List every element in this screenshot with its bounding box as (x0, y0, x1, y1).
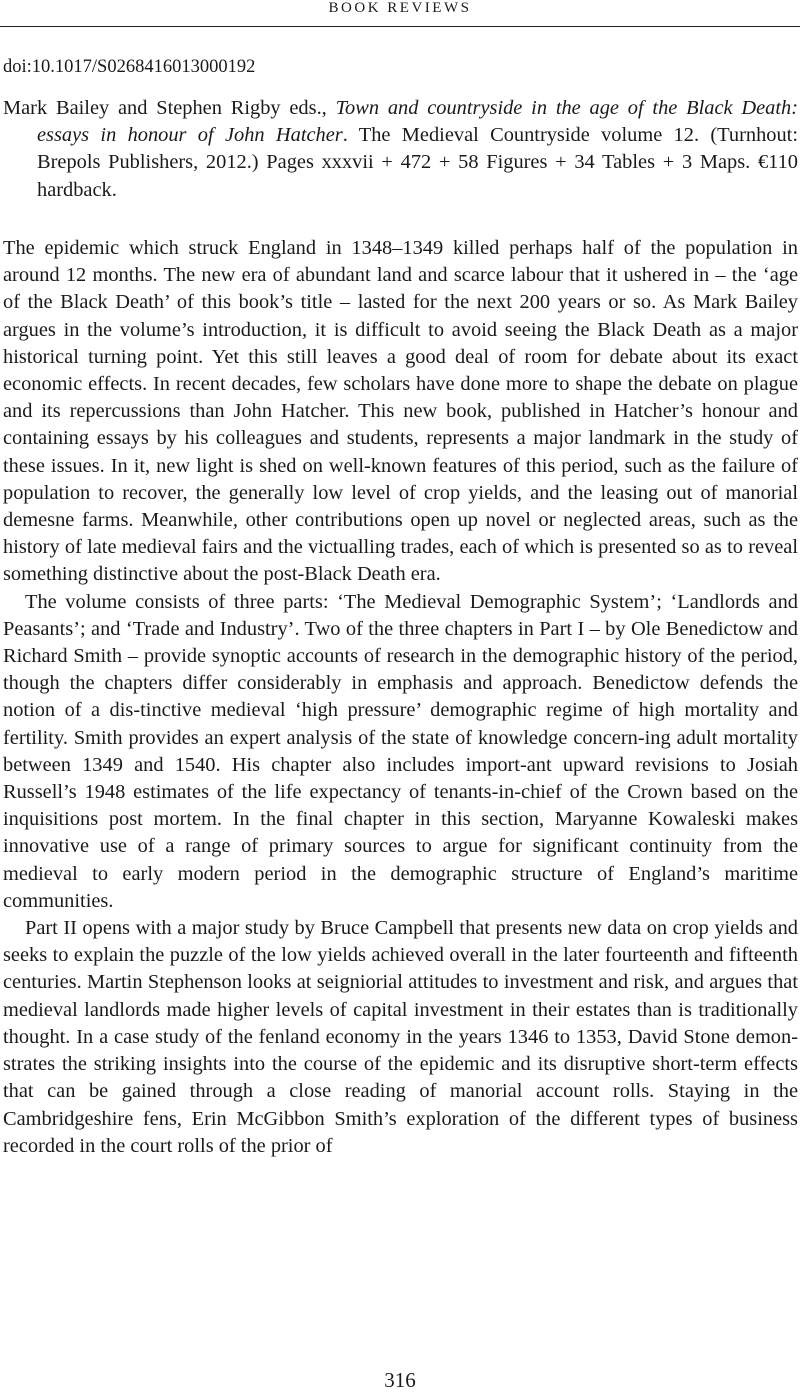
page-number: 316 (384, 1368, 416, 1392)
review-paragraph-2: The volume consists of three parts: ‘The Medieval Demographic System’; ‘Landlords and Peasants’; and ‘Trade and Industry’. Two of the three chapters in Part I – by Ole Benedictow and Richard Smith – provide synoptic accounts of research in the demographic history of the period, though the chapters differ considerably in emphasis and approach. Benedictow defends the notion of a dis-tinctive medieval ‘high pressure’ demographic regime of high mortality and fertility. Smith provides an expert analysis of the state of knowledge concern-ing adult mortality between 1349 and 1540. His chapter also includes import-ant upward revisions to Josiah Russell’s 1948 estimates of the life expectancy of tenants-in-chief of the Crown based on the inquisitions post mortem. In the final chapter in this section, Maryanne Kowaleski makes innovative use of a range of primary sources to argue for significant continuity from the medieval to early modern period in the demographic structure of England’s maritime communities. (3, 590, 798, 912)
book-citation (3, 95, 798, 204)
citation-editors: Mark Bailey and Stephen Rigby eds., (3, 97, 327, 119)
header-rule (0, 26, 800, 27)
doi-line: doi:10.1017/S0268416013000192 (3, 57, 256, 77)
citation-title: Town and countryside in the age of the Black Death: essays in honour of John Hatcher (37, 97, 798, 147)
running-head: BOOK REVIEWS (328, 0, 472, 16)
review-paragraph-3: Part II opens with a major study by Bruce Campbell that presents new data on crop yields and seeks to explain the puzzle of the low yields achieved overall in the later fourteenth and fifteenth centuries. Martin Stephenson looks at seigniorial attitudes to investment and risk, and argues that medieval landlords made higher levels of capital investment in their estates than is traditionally thought. In a case study of the fenland economy in the years 1346 to 1353, David Stone demon-strates the striking insights into the course of the epidemic and its disruptive short-term effects that can be gained through a close reading of manorial account rolls. Staying in the Cambridgeshire fens, Erin McGibbon Smith’s exploration of the different types of business recorded in the court rolls of the prior of (3, 917, 798, 1157)
review-paragraph-1: The epidemic which struck England in 1348–1349 killed perhaps half of the population in around 12 months. The new era of abundant land and scarce labour that it ushered in – the ‘age of the Black Death’ of this book’s title – lasted for the next 200 years or so. As Mark Bailey argues in the volume’s introduction, it is difficult to avoid seeing the Black Death as a major historical turning point. Yet this still leaves a good deal of room for debate about its exact economic effects. In recent decades, few scholars have done more to shape the debate on plague and its repercussions than John Hatcher. This new book, published in Hatcher’s honour and containing essays by his colleagues and students, represents a major landmark in the study of these issues. In it, new light is shed on well-known features of this period, such as the failure of population to recover, the generally low level of crop yields, and the leasing out of manorial demesne farms. Meanwhile, other contributions open up novel or neglected areas, such as the history of late medieval fairs and the victualling trades, each of which is presented so as to reveal something distinctive about the post-Black Death era. (3, 237, 798, 586)
review-body (3, 235, 798, 1160)
citation-details: . The Medieval Countryside volume 12. (Turnhout: Brepols Publishers, 2012.) Pages xxxvii + 472 + 58 Figures + 34 Tables + 3 Maps. €110 hardback. (37, 124, 798, 201)
